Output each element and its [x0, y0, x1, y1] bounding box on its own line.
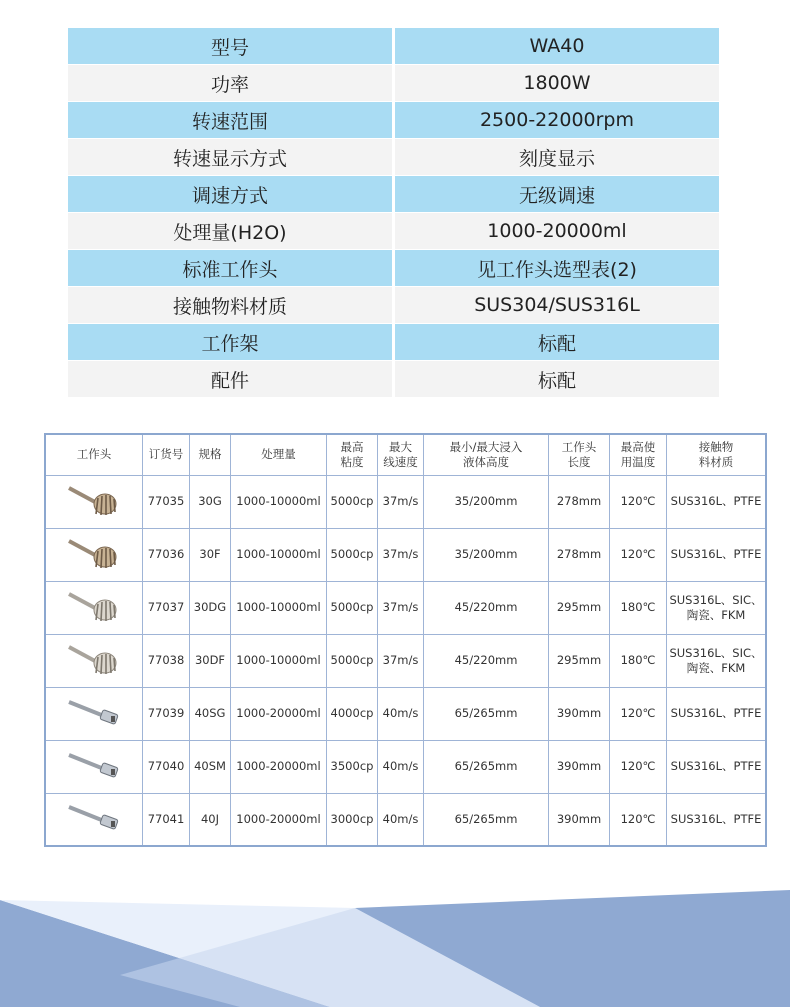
col-header: 工作头 长度	[549, 434, 610, 475]
work-head-image-cell	[45, 793, 143, 846]
table-row	[45, 528, 766, 581]
speed-cell: 37m/s	[378, 528, 424, 581]
temperature-cell: 120℃	[610, 793, 667, 846]
spec-label: 接触物料材质	[68, 287, 392, 323]
viscosity-cell: 5000cp	[327, 528, 378, 581]
spec-row	[68, 361, 719, 398]
depth-cell: 65/265mm	[424, 740, 549, 793]
capacity-cell: 1000-10000ml	[231, 634, 327, 687]
spec-row	[68, 213, 719, 250]
table-row	[45, 793, 766, 846]
length-cell: 278mm	[549, 475, 610, 528]
spec-value: 见工作头选型表(2)	[395, 250, 719, 286]
order-number-cell: 77038	[143, 634, 190, 687]
material-cell: SUS316L、SIC、 陶瓷、FKM	[667, 634, 767, 687]
table-row	[45, 475, 766, 528]
spec-cell: 40J	[190, 793, 231, 846]
depth-cell: 65/265mm	[424, 687, 549, 740]
spec-value: 标配	[395, 361, 719, 397]
length-cell: 295mm	[549, 581, 610, 634]
table-row	[45, 687, 766, 740]
work-head-image-cell	[45, 634, 143, 687]
spec-value: 1000-20000ml	[395, 213, 719, 249]
spec-value: SUS304/SUS316L	[395, 287, 719, 323]
spec-value: 2500-22000rpm	[395, 102, 719, 138]
spec-cell: 30DG	[190, 581, 231, 634]
length-cell: 390mm	[549, 687, 610, 740]
speed-cell: 37m/s	[378, 581, 424, 634]
bottom-wave-decoration	[0, 880, 790, 1007]
length-cell: 295mm	[549, 634, 610, 687]
spec-label: 调速方式	[68, 176, 392, 212]
spec-row	[68, 324, 719, 361]
spec-table	[68, 28, 719, 398]
col-header: 规格	[190, 434, 231, 475]
order-number-cell: 77037	[143, 581, 190, 634]
viscosity-cell: 5000cp	[327, 475, 378, 528]
order-number-cell: 77040	[143, 740, 190, 793]
order-number-cell: 77039	[143, 687, 190, 740]
depth-cell: 45/220mm	[424, 581, 549, 634]
length-cell: 390mm	[549, 740, 610, 793]
work-head-image-cell	[45, 475, 143, 528]
table-row	[45, 581, 766, 634]
work-head-image-cell	[45, 687, 143, 740]
spec-cell: 30F	[190, 528, 231, 581]
col-header: 工作头	[45, 434, 143, 475]
table-header-row	[45, 434, 766, 475]
temperature-cell: 120℃	[610, 528, 667, 581]
spec-label: 处理量(H2O)	[68, 213, 392, 249]
temperature-cell: 180℃	[610, 581, 667, 634]
temperature-cell: 180℃	[610, 634, 667, 687]
length-cell: 390mm	[549, 793, 610, 846]
spec-label: 标准工作头	[68, 250, 392, 286]
viscosity-cell: 5000cp	[327, 581, 378, 634]
viscosity-cell: 3000cp	[327, 793, 378, 846]
temperature-cell: 120℃	[610, 475, 667, 528]
viscosity-cell: 5000cp	[327, 634, 378, 687]
speed-cell: 40m/s	[378, 793, 424, 846]
work-head-table	[44, 433, 767, 847]
spec-row	[68, 65, 719, 102]
depth-cell: 35/200mm	[424, 528, 549, 581]
spec-label: 功率	[68, 65, 392, 101]
length-cell: 278mm	[549, 528, 610, 581]
slotted-head-icon	[48, 588, 140, 628]
shaft-head-icon	[48, 694, 140, 734]
table-row	[45, 634, 766, 687]
viscosity-cell: 4000cp	[327, 687, 378, 740]
col-header: 最高使 用温度	[610, 434, 667, 475]
material-cell: SUS316L、PTFE	[667, 793, 767, 846]
col-header: 订货号	[143, 434, 190, 475]
slotted-head-icon	[48, 641, 140, 681]
capacity-cell: 1000-10000ml	[231, 581, 327, 634]
material-cell: SUS316L、SIC、 陶瓷、FKM	[667, 581, 767, 634]
viscosity-cell: 3500cp	[327, 740, 378, 793]
col-header: 处理量	[231, 434, 327, 475]
depth-cell: 65/265mm	[424, 793, 549, 846]
capacity-cell: 1000-10000ml	[231, 528, 327, 581]
table-row	[45, 740, 766, 793]
material-cell: SUS316L、PTFE	[667, 687, 767, 740]
spec-row	[68, 102, 719, 139]
spec-label: 配件	[68, 361, 392, 397]
capacity-cell: 1000-20000ml	[231, 793, 327, 846]
speed-cell: 37m/s	[378, 475, 424, 528]
col-header: 接触物 料材质	[667, 434, 767, 475]
spec-value: 刻度显示	[395, 139, 719, 175]
shaft-head-icon	[48, 747, 140, 787]
col-header: 最小/最大浸入 液体高度	[424, 434, 549, 475]
spec-row	[68, 250, 719, 287]
spec-row	[68, 287, 719, 324]
speed-cell: 40m/s	[378, 740, 424, 793]
depth-cell: 35/200mm	[424, 475, 549, 528]
spec-label: 工作架	[68, 324, 392, 360]
spec-cell: 30DF	[190, 634, 231, 687]
speed-cell: 37m/s	[378, 634, 424, 687]
spec-label: 型号	[68, 28, 392, 64]
shaft-head-icon	[48, 799, 140, 839]
spec-cell: 40SG	[190, 687, 231, 740]
work-head-image-cell	[45, 740, 143, 793]
spec-value: 无级调速	[395, 176, 719, 212]
temperature-cell: 120℃	[610, 687, 667, 740]
speed-cell: 40m/s	[378, 687, 424, 740]
spec-cell: 40SM	[190, 740, 231, 793]
work-head-image-cell	[45, 581, 143, 634]
capacity-cell: 1000-20000ml	[231, 740, 327, 793]
temperature-cell: 120℃	[610, 740, 667, 793]
spec-label: 转速显示方式	[68, 139, 392, 175]
capacity-cell: 1000-20000ml	[231, 687, 327, 740]
material-cell: SUS316L、PTFE	[667, 528, 767, 581]
col-header: 最大 线速度	[378, 434, 424, 475]
capacity-cell: 1000-10000ml	[231, 475, 327, 528]
order-number-cell: 77041	[143, 793, 190, 846]
spec-value: 1800W	[395, 65, 719, 101]
rotor-stator-head-icon	[48, 535, 140, 575]
order-number-cell: 77035	[143, 475, 190, 528]
spec-row	[68, 28, 719, 65]
material-cell: SUS316L、PTFE	[667, 740, 767, 793]
work-head-image-cell	[45, 528, 143, 581]
spec-value: 标配	[395, 324, 719, 360]
rotor-stator-head-icon	[48, 482, 140, 522]
depth-cell: 45/220mm	[424, 634, 549, 687]
spec-value: WA40	[395, 28, 719, 64]
material-cell: SUS316L、PTFE	[667, 475, 767, 528]
spec-row	[68, 139, 719, 176]
spec-cell: 30G	[190, 475, 231, 528]
spec-row	[68, 176, 719, 213]
col-header: 最高 粘度	[327, 434, 378, 475]
order-number-cell: 77036	[143, 528, 190, 581]
spec-label: 转速范围	[68, 102, 392, 138]
